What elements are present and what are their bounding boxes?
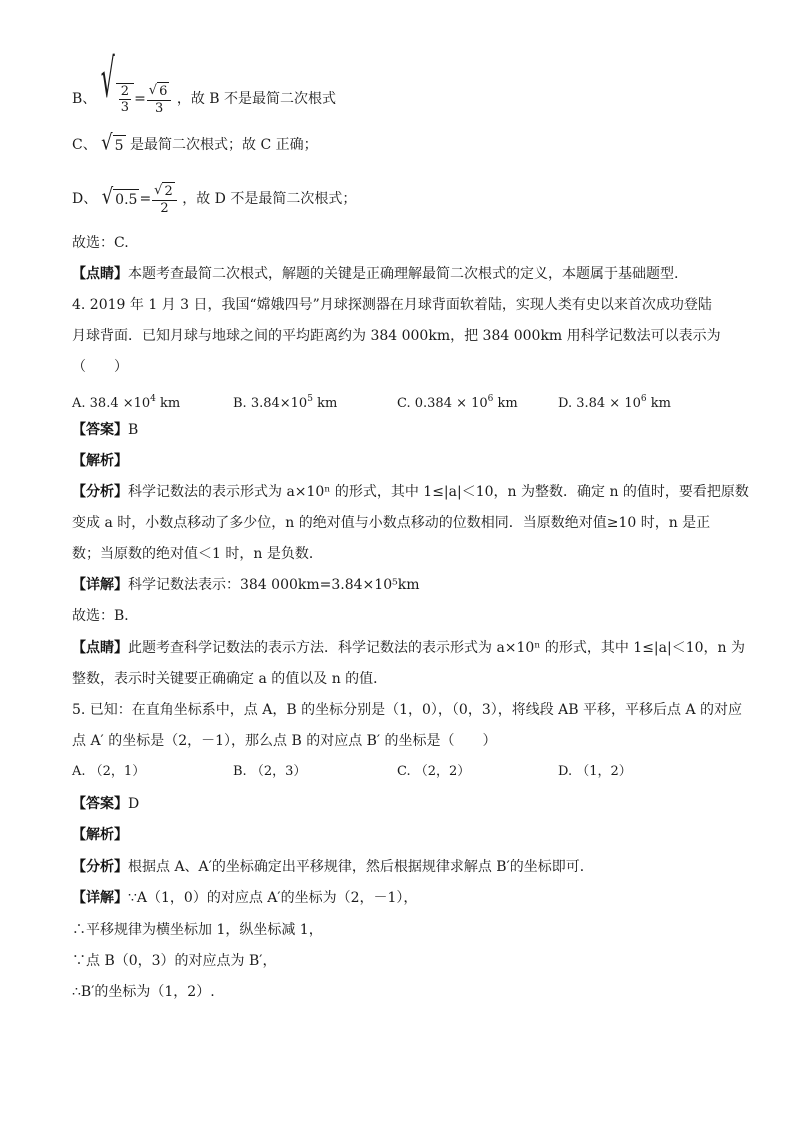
fenxi-tag: 【分析】 (72, 859, 128, 875)
q5-answer-value: D (128, 796, 140, 812)
q3-option-b-line (72, 51, 337, 116)
q3-b-rhs-fraction: √ 6 3 (147, 82, 172, 116)
xiangjie-tag: 【详解】 (72, 577, 128, 593)
q3-d-text: ，故 D 不是最简二次根式； (182, 191, 357, 207)
q3-c-text: 是最简二次根式；故 C 正确； (130, 137, 318, 153)
q5-answer (72, 794, 139, 814)
q3-c-radical: √ 5 (101, 130, 124, 156)
q5-option-b: B. （2，3） (233, 764, 307, 779)
xiangjie-tag: 【详解】 (72, 890, 128, 906)
answer-tag: 【答案】 (72, 796, 128, 812)
q4-xiangjie: 【详解】科学记数法表示：384 000km=3.84×10⁵km (72, 577, 420, 593)
q5-xiangjie-line-2: ∴平移规律为横坐标加 1，纵坐标减 1， (72, 922, 323, 938)
q3-d-equals: = (139, 191, 152, 207)
q3-b-fraction: $\frac{2}{3}$ (120, 84, 130, 115)
q5-option-c: C. （2，2） (397, 764, 471, 779)
q3-option-c-line (72, 130, 318, 156)
q3-b-text: ，故 B 不是最简二次根式 (176, 91, 337, 107)
q5-stem-line-2: 点 A′ 的坐标是（2，－1），那么点 B 的对应点 B′ 的坐标是（ ） (72, 733, 497, 749)
q4-comment-line-2: 整数，表示时关键要正确确定 a 的值以及 n 的值． (72, 671, 388, 687)
q3-c-prefix: C、 (72, 137, 97, 153)
q4-option-d: D. $3.84 \times 10^6$ km (558, 394, 671, 411)
q5-xiangjie-line-3: ∵点 B（0，3）的对应点为 B′， (72, 953, 277, 969)
q3-comment-text: 本题考查最简二次根式，解题的关键是正确理解最简二次根式的定义，本题属于基础题型. (128, 266, 679, 282)
q4-comment-line-1: 【点睛】此题考查科学记数法的表示方法．科学记数法的表示形式为 a×10ⁿ 的形式，其中 1≤|a|＜10，n 为 (72, 640, 745, 656)
q3-b-expression (100, 51, 173, 116)
answer-tag: 【答案】 (72, 422, 128, 438)
q4-answer (72, 420, 138, 440)
q5-fenxi: 【分析】根据点 A、A′的坐标确定出平移规律，然后根据规律求解点 B′的坐标即可． (72, 859, 594, 875)
comment-tag: 【点睛】 (72, 266, 128, 282)
q3-b-equals: = (134, 91, 146, 107)
q5-analysis-tag: 【解析】 (72, 827, 128, 843)
q3-comment (72, 264, 678, 284)
q4-fenxi-line-1: 【分析】科学记数法的表示形式为 a×10ⁿ 的形式，其中 1≤|a|＜10，n 为整数．确定 n 的值时，要看把原数 (72, 484, 749, 500)
q5-option-d: D. （1，2） (558, 764, 632, 779)
q5-xiangjie-line-4: ∴B′的坐标为（1，2）. (72, 984, 215, 1000)
fenxi-tag: 【分析】 (72, 484, 128, 500)
q3-d-expression (102, 182, 178, 216)
q3-choice: 故选：C. (72, 235, 129, 251)
q3-d-rhs-fraction: √ 2 2 (152, 182, 177, 216)
q4-analysis-tag: 【解析】 (72, 453, 128, 469)
q4-choice: 故选：B． (72, 608, 139, 624)
q4-option-c: C. $0.384 \times 10^6$ km (397, 394, 518, 411)
sqrt-sign: √ (100, 51, 115, 111)
q4-stem-line-1: 4. 2019 年 1 月 3 日，我国“嫦娥四号”月球探测器在月球背面软着陆，实现人类有史以来首次成功登陆 (72, 297, 712, 313)
q4-fenxi-line-2: 变成 a 时，小数点移动了多少位，n 的绝对值与小数点移动的位数相同．当原数绝对值≥10 时，n 是正 (72, 515, 711, 531)
q4-answer-value: B (128, 422, 139, 438)
q4-stem-line-2: 月球背面．已知月球与地球之间的平均距离约为 384 000km，把 384 000km 用科学记数法可以表示为 (72, 328, 721, 344)
q5-stem-line-1: 5. 已知：在直角坐标系中，点 A，B 的坐标分别是（1，0），（0，3），将线段 AB 平移，平移后点 A 的对应 (72, 702, 743, 718)
comment-tag: 【点睛】 (72, 640, 128, 656)
q5-option-a: A. （2，1） (72, 764, 146, 779)
q3-d-radical: √ 0.5 (101, 184, 138, 210)
q5-xiangjie-line-1: 【详解】∵A（1，0）的对应点 A′的坐标为（2，－1）， (72, 890, 418, 906)
q3-d-prefix: D、 (72, 191, 98, 207)
q3-b-prefix: B、 (72, 91, 97, 107)
q4-option-b: B. $3.84\times 10^5$ km (233, 394, 338, 411)
q4-stem-line-3: （ ） (72, 359, 128, 375)
q4-fenxi-line-3: 数；当原数的绝对值＜1 时，n 是负数． (72, 546, 323, 562)
q4-option-a: A. $38.4 \times 10^4$ km (72, 394, 181, 411)
q3-b-radical (100, 51, 134, 115)
q3-option-d-line (72, 182, 356, 216)
